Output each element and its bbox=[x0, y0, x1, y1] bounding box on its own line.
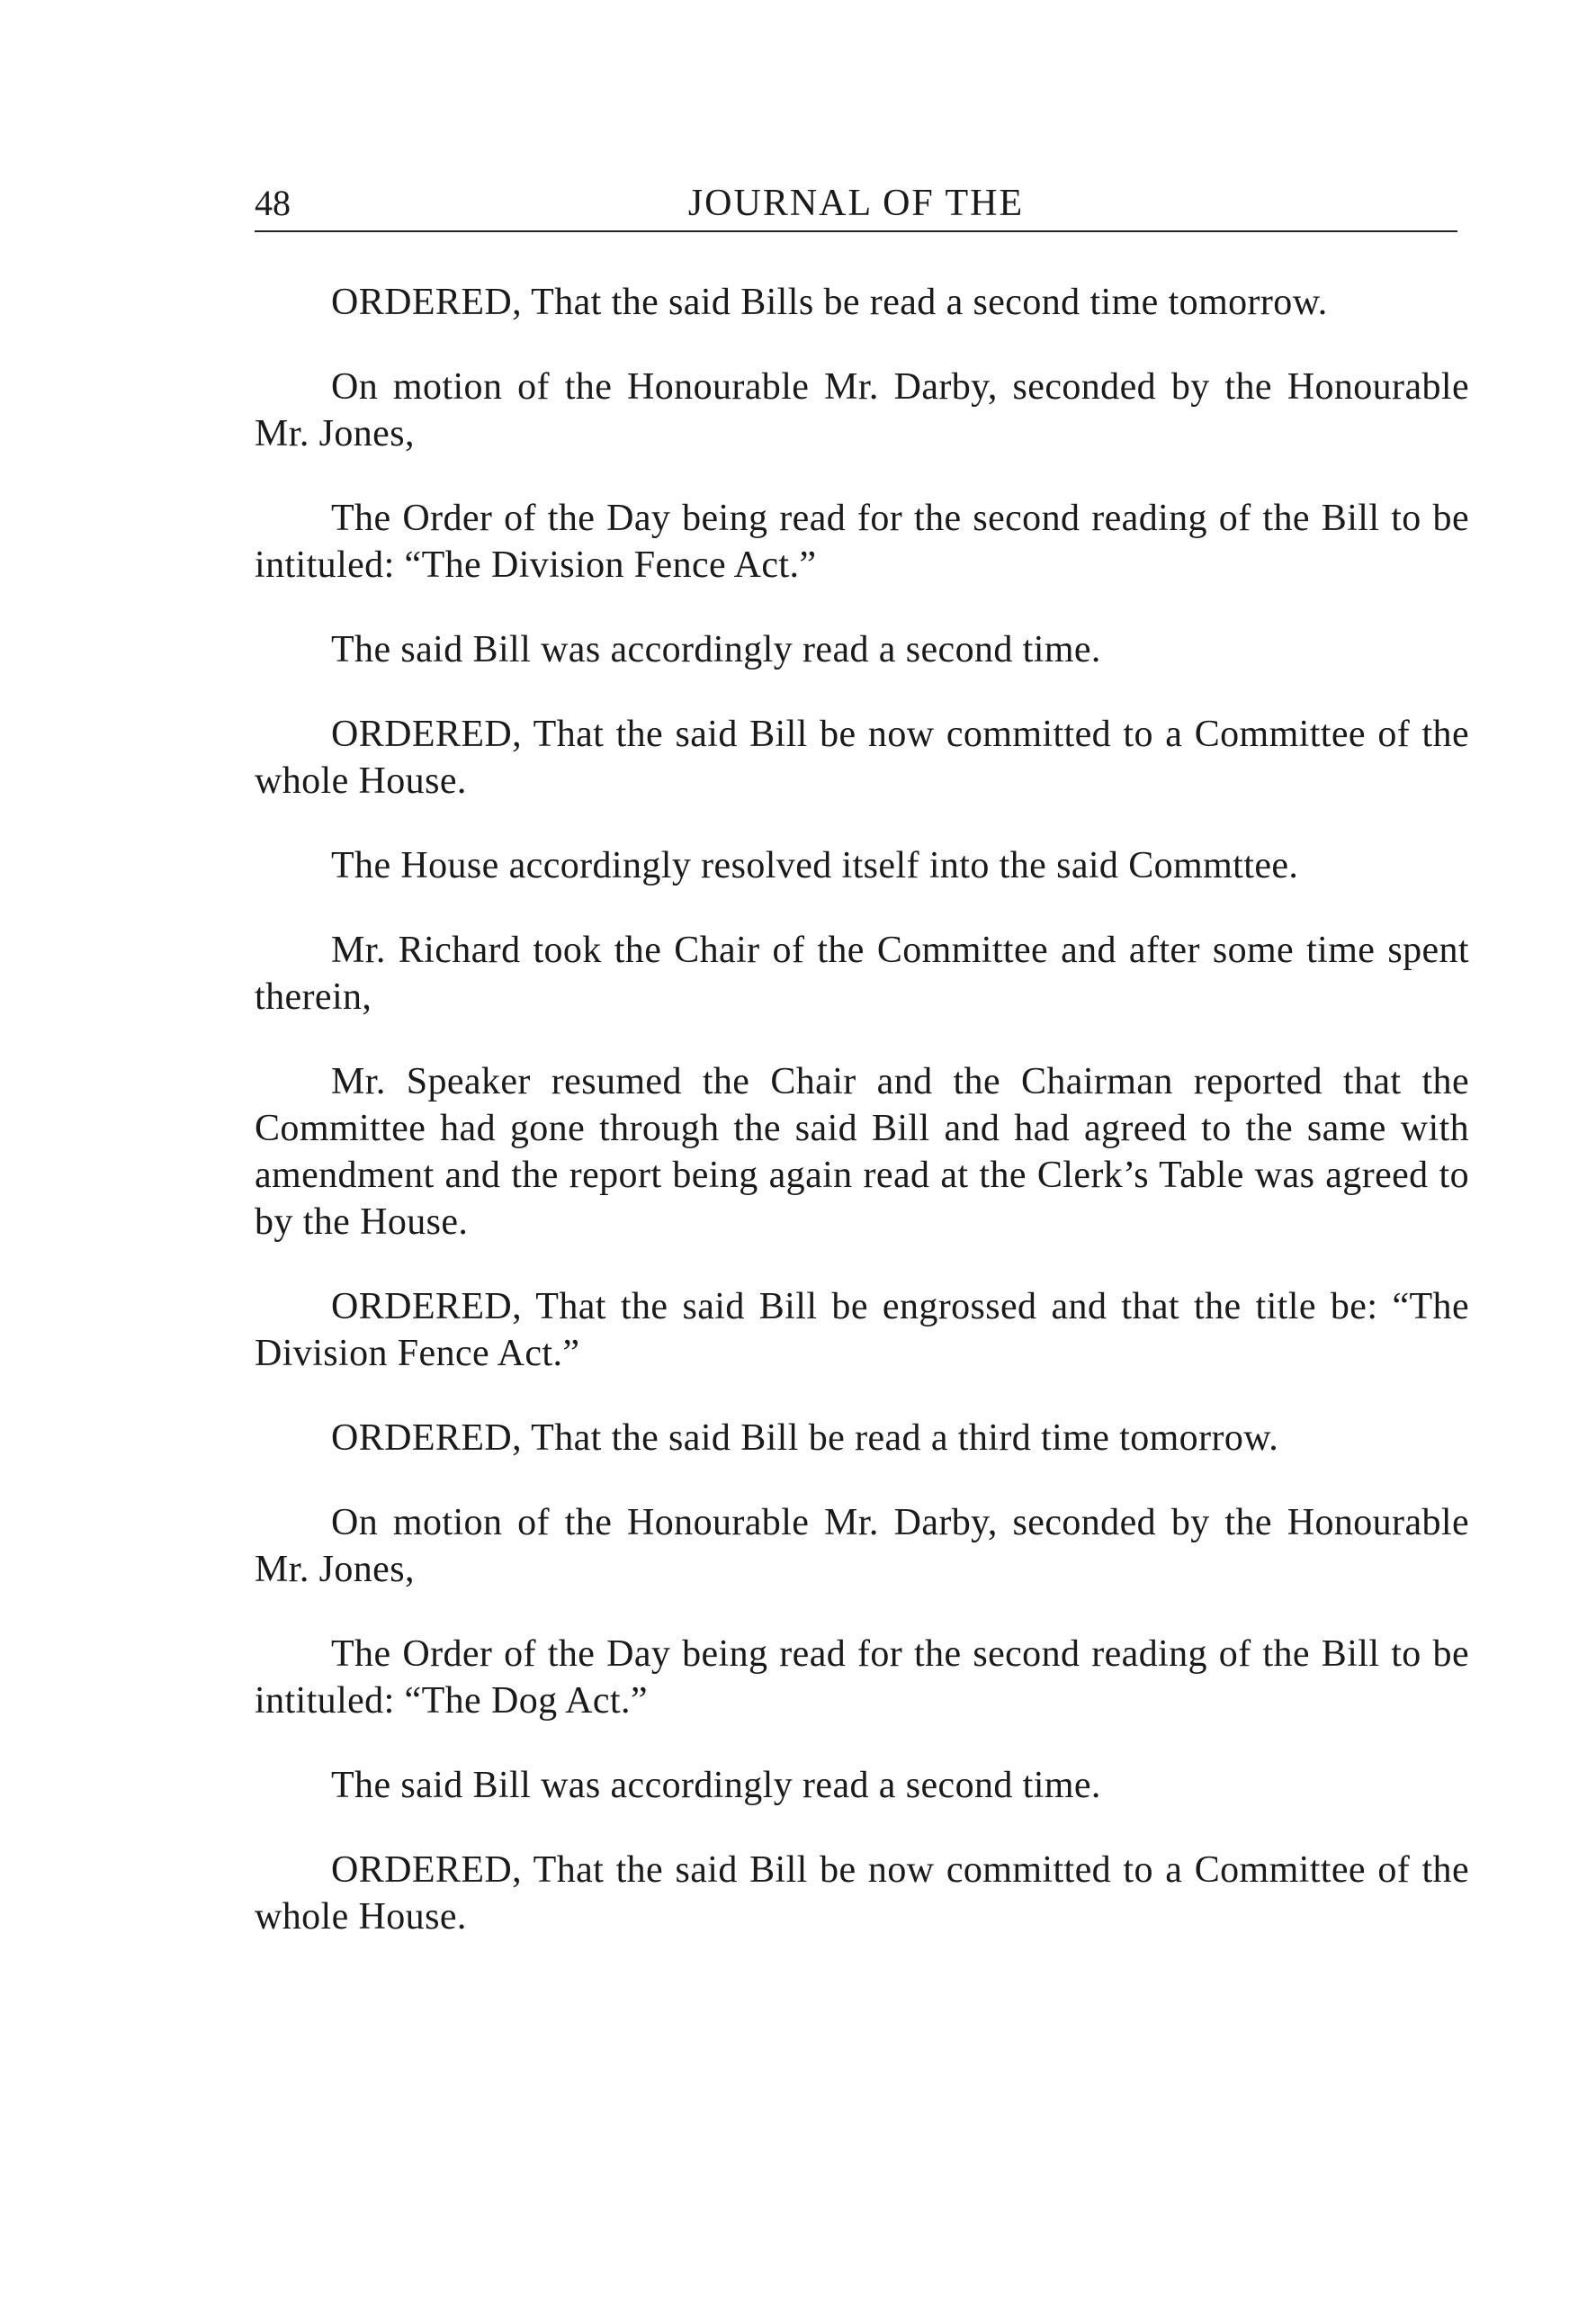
paragraph: The Order of the Day being read for the second reading of the Bill to be intituled: “The Division Fence Act.” bbox=[255, 498, 1469, 586]
paragraph: ORDERED, That the said Bill be now committed to a Committee of the whole House. bbox=[255, 1849, 1469, 1938]
page-number: 48 bbox=[255, 183, 291, 223]
paragraph: The said Bill was accordingly read a second time. bbox=[331, 1765, 1101, 1806]
journal-title: JOURNAL OF THE bbox=[687, 183, 1025, 224]
paragraph: ORDERED, That the said Bills be read a second time tomorrow. bbox=[331, 282, 1328, 323]
paragraph: On motion of the Honourable Mr. Darby, seconded by the Honourable Mr. Jones, bbox=[255, 1502, 1469, 1590]
paragraph: The Order of the Day being read for the second reading of the Bill to be intituled: “The Dog Act.” bbox=[255, 1633, 1469, 1722]
paragraph: The House accordingly resolved itself into the said Commttee. bbox=[331, 845, 1299, 886]
paragraph: Mr. Speaker resumed the Chair and the Chairman reported that the Committee had gone through the said Bill and had agreed to the same with amendment and the report being again read at the Clerk’s Table was agreed to by the House. bbox=[255, 1061, 1469, 1243]
running-head bbox=[255, 178, 1457, 232]
paragraph: Mr. Richard took the Chair of the Committee and after some time spent therein, bbox=[255, 930, 1469, 1018]
journal-body bbox=[255, 279, 1469, 1978]
paragraph: ORDERED, That the said Bill be engrossed and that the title be: “The Division Fence Act.” bbox=[255, 1286, 1469, 1374]
paragraph: The said Bill was accordingly read a second time. bbox=[331, 629, 1101, 670]
paragraph: On motion of the Honourable Mr. Darby, seconded by the Honourable Mr. Jones, bbox=[255, 366, 1469, 454]
paragraph: ORDERED, That the said Bill be read a third time tomorrow. bbox=[331, 1417, 1279, 1459]
paragraph: ORDERED, That the said Bill be now committed to a Committee of the whole House. bbox=[255, 714, 1469, 802]
